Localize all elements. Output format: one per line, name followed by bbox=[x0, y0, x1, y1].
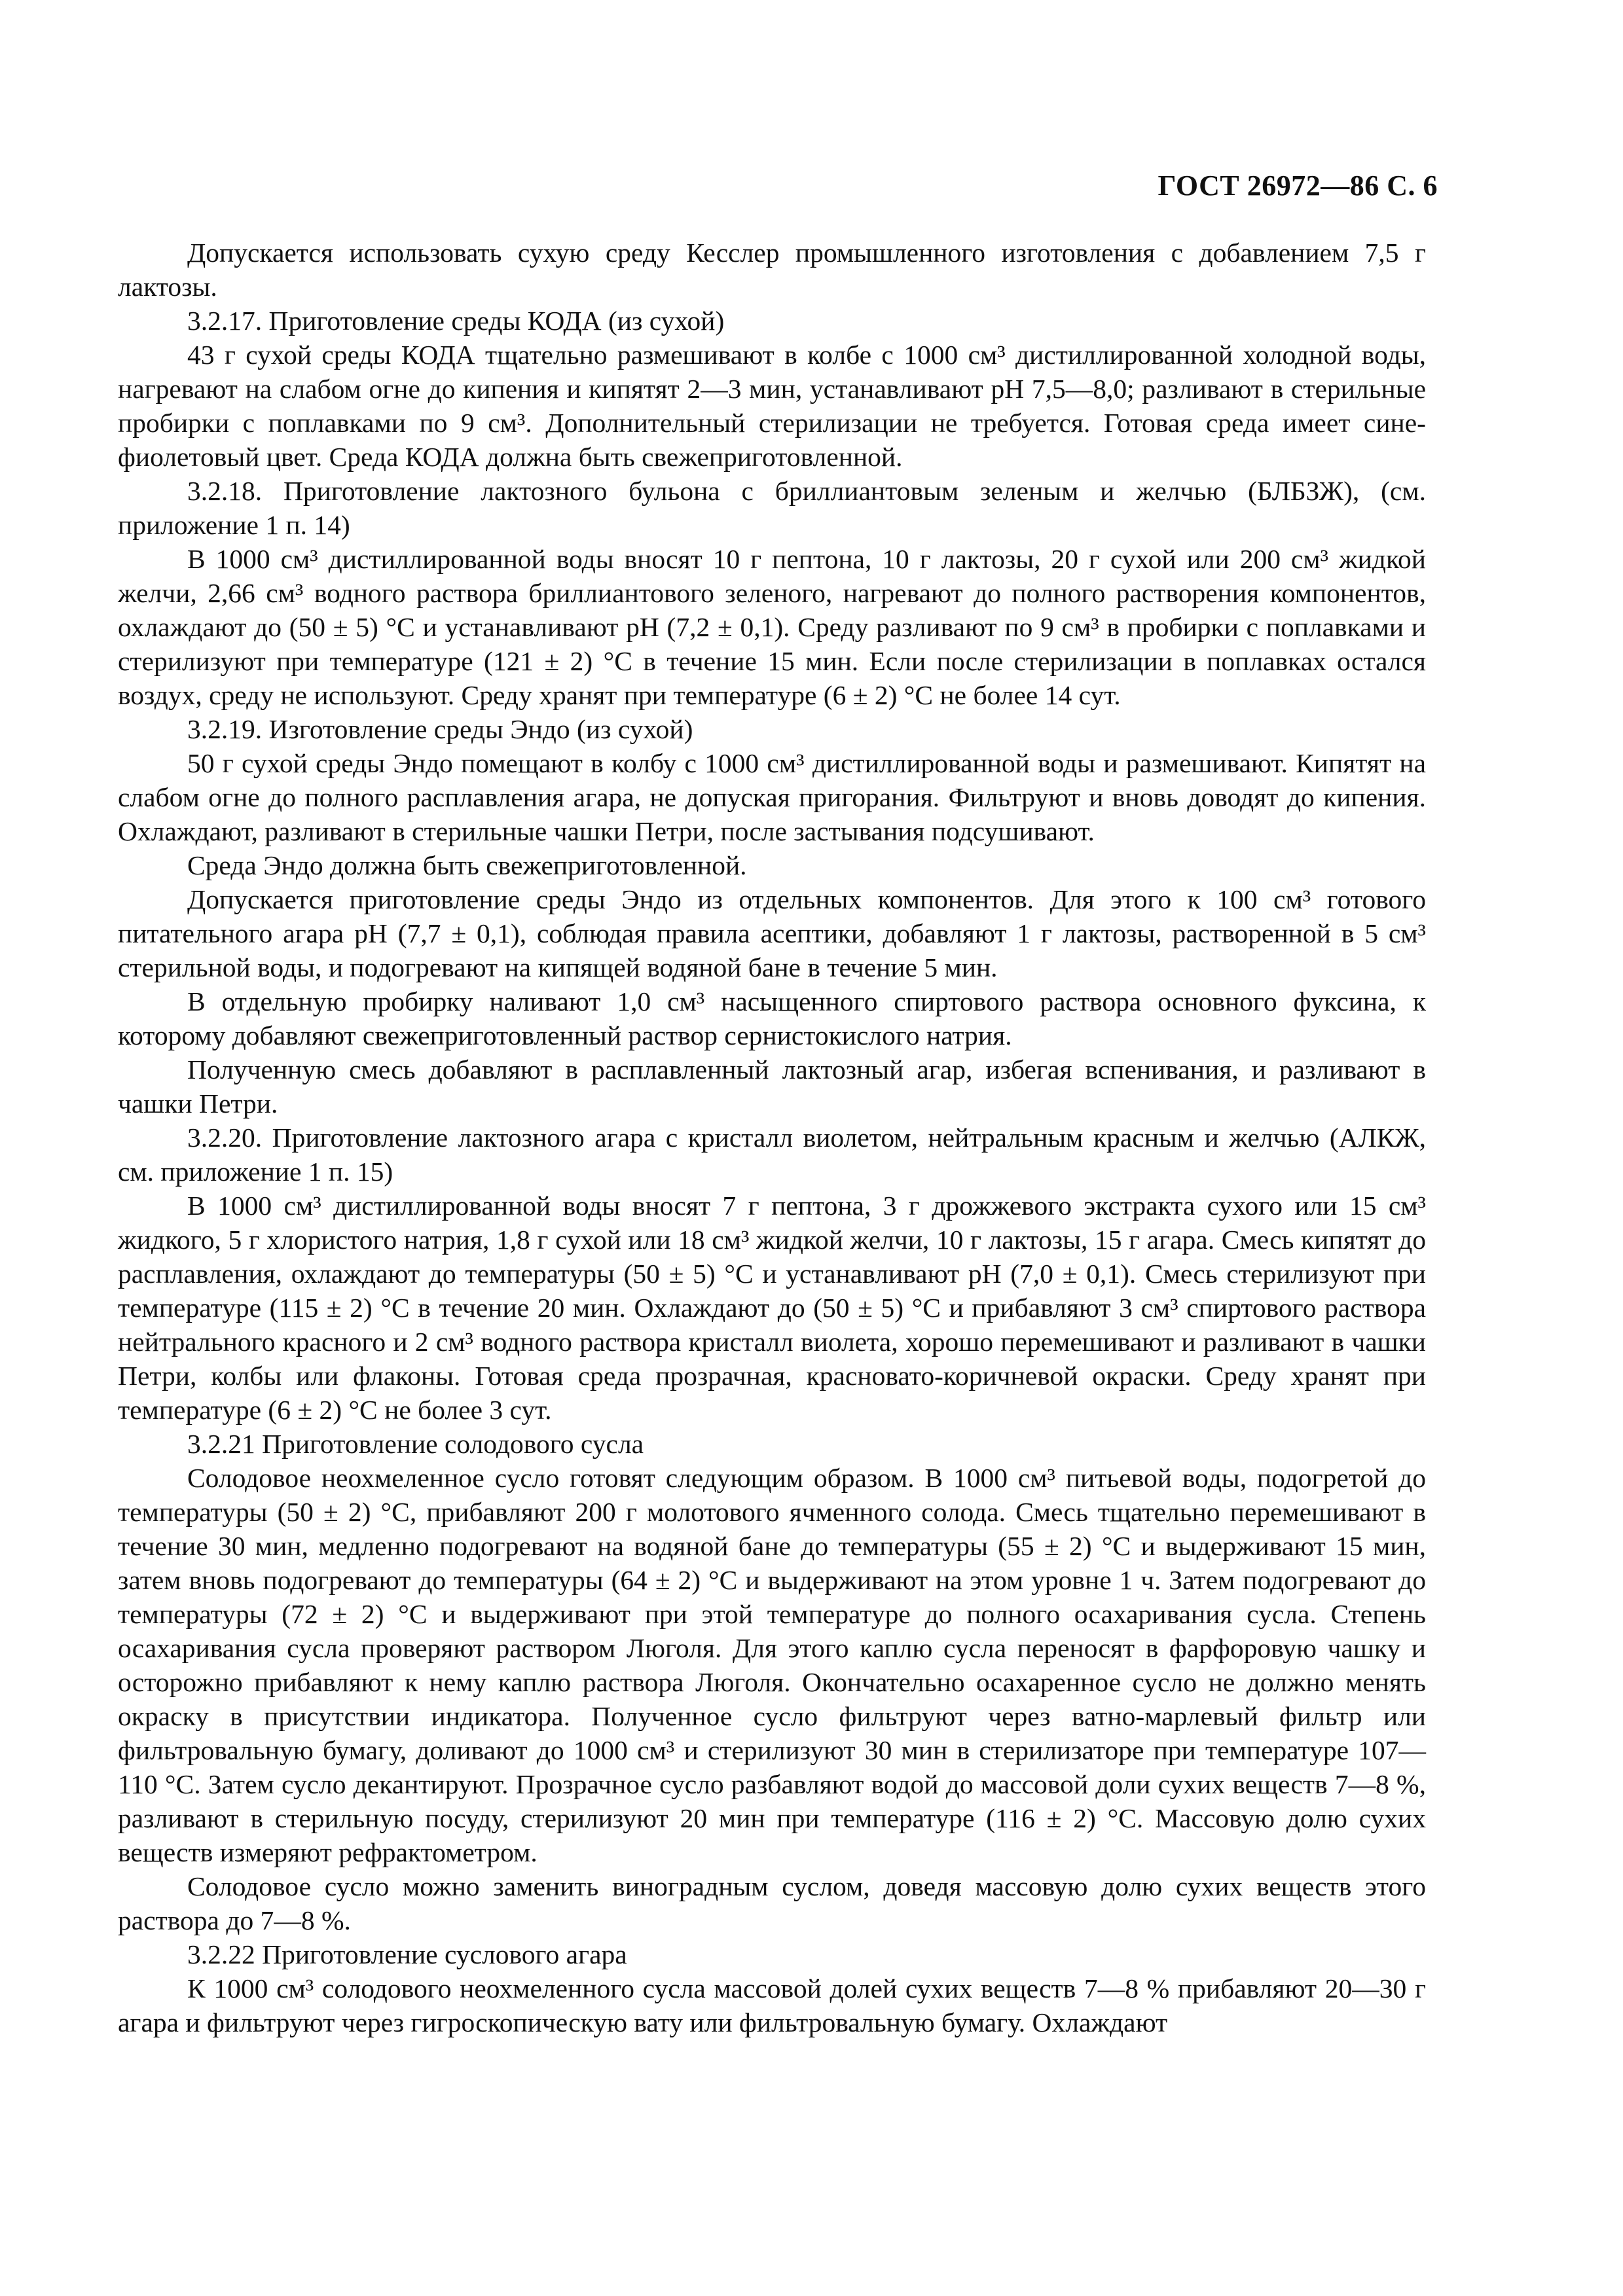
paragraph: Солодовое неохмеленное сусло готовят следующим образом. В 1000 см³ питьевой воды, подогретой до температуры (50 ± 2) °С, прибавляют 200 г молотового ячменного солода. Смесь тщательно перемешивают в течение 30 мин, медленно подогревают на водяной бане до температуры (55 ± 2) °С и выдерживают 15 мин, затем вновь подогревают до температуры (64 ± 2) °С и выдерживают на этом уровне 1 ч. Затем подогревают до температуры (72 ± 2) °С и выдерживают при этой температуре до полного осахаривания сусла. Степень осахаривания сусла проверяют раствором Люголя. Для этого каплю сусла переносят в фарфоровую чашку и осторожно прибавляют к нему каплю раствора Люголя. Окончательно осахаренное сусло не должно менять окраску в присутствии индикатора. Полученное сусло фильтруют через ватно-марлевый фильтр или фильтровальную бумагу, доливают до 1000 см³ и стерилизуют 30 мин в стерилизаторе при температуре 107—110 °С. Затем сусло декантируют. Прозрачное сусло разбавляют водой до массовой доли сухих веществ 7—8 %, разливают в стерильную посуду, стерилизуют 20 мин при температуре (116 ± 2) °С. Массовую долю сухих веществ измеряют рефрактометром. bbox=[118, 1463, 1426, 1867]
paragraph: Допускается использовать сухую среду Кесслер промышленного изготовления с добавлением 7,5 г лактозы. bbox=[118, 238, 1426, 302]
paragraph: В 1000 см³ дистиллированной воды вносят 7 г пептона, 3 г дрожжевого экстракта сухого или 15 см³ жидкого, 5 г хлористого натрия, 1,8 г сухой или 18 см³ жидкой желчи, 10 г лактозы, 15 г агара. Смесь кипятят до расплавления, охлаждают до температуры (50 ± 5) °С и устанавливают pH (7,0 ± 0,1). Смесь стерилизуют при температуре (115 ± 2) °С в течение 20 мин. Охлаждают до (50 ± 5) °С и прибавляют 3 см³ спиртового раствора нейтрального красного и 2 см³ водного раствора кристалл виолета, хорошо перемешивают и разливают в чашки Петри, колбы или флаконы. Готовая среда прозрачная, красновато-коричневой окраски. Среду хранят при температуре (6 ± 2) °С не более 3 сут. bbox=[118, 1191, 1426, 1425]
section-heading: 3.2.18. Приготовление лактозного бульона с бриллиантовым зеленым и желчью (БЛБЗЖ), (см. приложение 1 п. 14) bbox=[118, 476, 1426, 540]
paragraph: 50 г сухой среды Эндо помещают в колбу с 1000 см³ дистиллированной воды и размешивают. Кипятят на слабом огне до полного расплавления агара, не допуская пригорания. Фильтруют и вновь доводят до кипения. Охлаждают, разливают в стерильные чашки Петри, после застывания подсушивают. bbox=[118, 748, 1426, 846]
section-heading: 3.2.20. Приготовление лактозного агара с кристалл виолетом, нейтральным красным и желчью (АЛКЖ, см. приложение 1 п. 15) bbox=[118, 1122, 1426, 1187]
document-body bbox=[118, 236, 1426, 2039]
paragraph: Солодовое сусло можно заменить виноградным суслом, доведя массовую долю сухих веществ этого раствора до 7—8 %. bbox=[118, 1871, 1426, 1935]
paragraph: К 1000 см³ солодового неохмеленного сусла массовой долей сухих веществ 7—8 % прибавляют 20—30 г агара и фильтруют через гигроскопическую вату или фильтровальную бумагу. Охлаждают bbox=[118, 1973, 1426, 2037]
section-heading: 3.2.21 Приготовление солодового сусла bbox=[187, 1429, 644, 1459]
paragraph: В отдельную пробирку наливают 1,0 см³ насыщенного спиртового раствора основного фуксина, к которому добавляют свежеприготовленный раствор сернистокислого натрия. bbox=[118, 986, 1426, 1050]
section-heading: 3.2.19. Изготовление среды Эндо (из сухой) bbox=[187, 714, 693, 744]
paragraph: Допускается приготовление среды Эндо из отдельных компонентов. Для этого к 100 см³ готового питательного агара pH (7,7 ± 0,1), соблюдая правила асептики, добавляют 1 г лактозы, растворенной в 5 см³ стерильной воды, и подогревают на кипящей водяной бане в течение 5 мин. bbox=[118, 884, 1426, 982]
paragraph: В 1000 см³ дистиллированной воды вносят 10 г пептона, 10 г лактозы, 20 г сухой или 200 см³ жидкой желчи, 2,66 см³ водного раствора бриллиантового зеленого, нагревают до полного растворения компонентов, охлаждают до (50 ± 5) °С и устанавливают pH (7,2 ± 0,1). Среду разливают по 9 см³ в пробирки с поплавками и стерилизуют при температуре (121 ± 2) °С в течение 15 мин. Если после стерилизации в поплавках остался воздух, среду не используют. Среду хранят при температуре (6 ± 2) °С не более 14 сут. bbox=[118, 544, 1426, 710]
section-heading: 3.2.22 Приготовление суслового агара bbox=[187, 1939, 627, 1969]
paragraph: Полученную смесь добавляют в расплавленный лактозный агар, избегая вспенивания, и разливают в чашки Петри. bbox=[118, 1054, 1426, 1119]
paragraph: 43 г сухой среды КОДА тщательно размешивают в колбе с 1000 см³ дистиллированной холодной воды, нагревают на слабом огне до кипения и кипятят 2—3 мин, устанавливают pH 7,5—8,0; разливают в стерильные пробирки с поплавками по 9 см³. Дополнительный стерилизации не требуется. Готовая среда имеет сине-фиолетовый цвет. Среда КОДА должна быть свежеприготовленной. bbox=[118, 340, 1426, 472]
page-header: ГОСТ 26972—86 С. 6 bbox=[1158, 170, 1438, 202]
paragraph: Среда Эндо должна быть свежеприготовленной. bbox=[187, 850, 747, 880]
section-heading: 3.2.17. Приготовление среды КОДА (из сухой) bbox=[187, 306, 725, 336]
